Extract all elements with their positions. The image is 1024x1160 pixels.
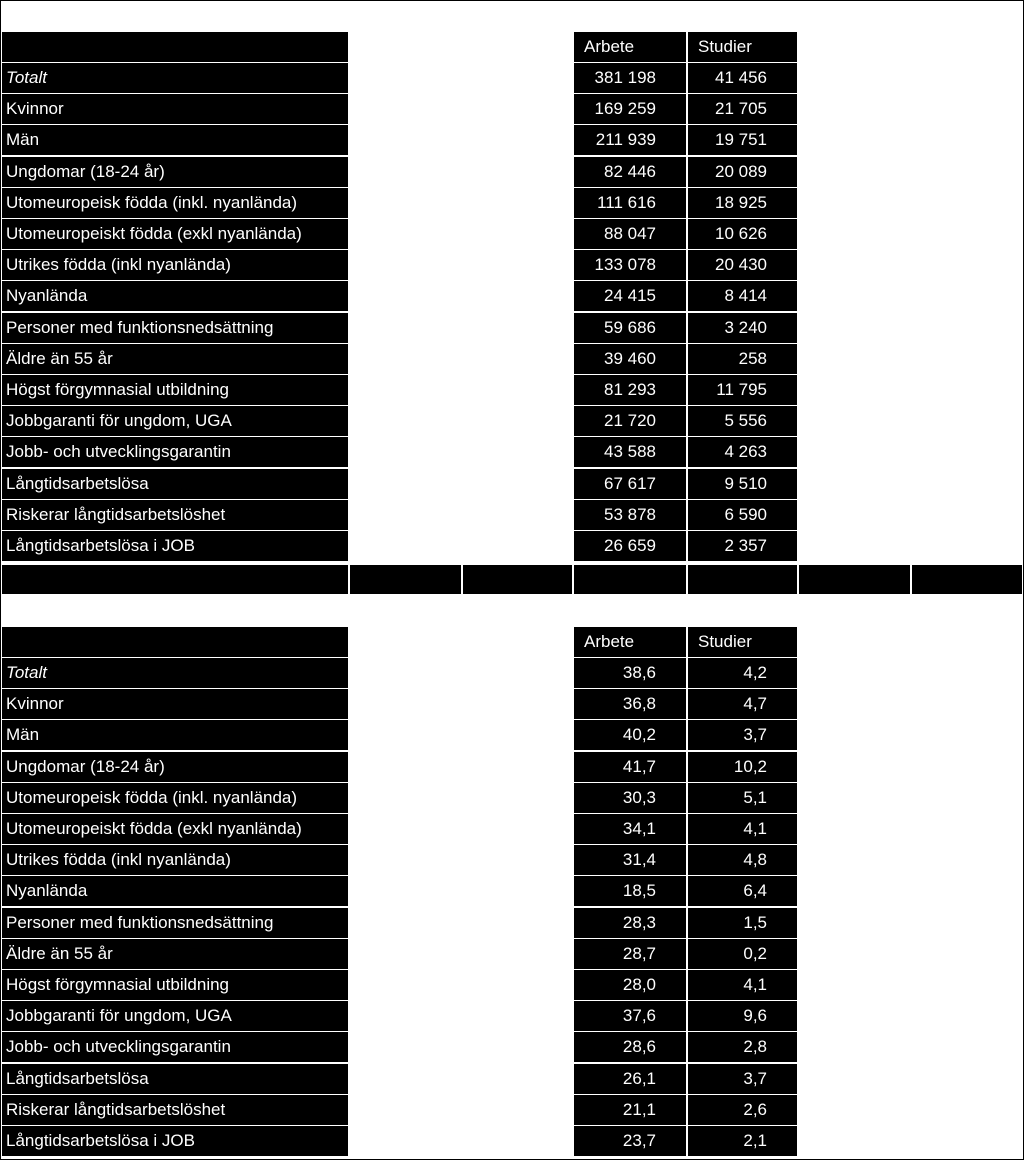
column-header-studier: Studier [688,32,797,62]
arbete-value: 36,8 [574,689,686,719]
row-label: Ungdomar (18-24 år) [2,752,348,782]
row-label: Jobbgaranti för ungdom, UGA [2,1001,348,1031]
row-label: Högst förgymnasial utbildning [2,970,348,1000]
column-header-arbete: Arbete [574,32,686,62]
arbete-value: 169 259 [574,94,686,124]
studier-value: 4,1 [688,814,797,844]
studier-value: 2 357 [688,531,797,561]
arbete-value: 21 720 [574,406,686,436]
arbete-value: 24 415 [574,281,686,311]
table-row [0,783,1024,814]
arbete-value: 88 047 [574,219,686,249]
table-row [0,375,1024,406]
column-header-studier: Studier [688,627,797,657]
table-row [0,531,1024,562]
row-label: Högst förgymnasial utbildning [2,375,348,405]
table-row [0,157,1024,188]
studier-value: 10 626 [688,219,797,249]
studier-value: 4,7 [688,689,797,719]
studier-value: 4,1 [688,970,797,1000]
row-label: Nyanlända [2,876,348,906]
table-row [0,250,1024,281]
arbete-value: 67 617 [574,469,686,499]
table-row [0,845,1024,876]
arbete-value: 18,5 [574,876,686,906]
arbete-value: 28,7 [574,939,686,969]
table-row [0,344,1024,375]
studier-value: 5 556 [688,406,797,436]
header-label-cell [2,627,348,657]
row-label: Män [2,125,348,155]
table-row [0,1095,1024,1126]
row-label: Långtidsarbetslösa i JOB [2,1126,348,1156]
arbete-value: 21,1 [574,1095,686,1125]
row-label: Män [2,720,348,750]
table-header-row [0,32,1024,63]
separator-segment [688,565,797,594]
arbete-value: 41,7 [574,752,686,782]
row-label: Utrikes födda (inkl nyanlända) [2,845,348,875]
table-row [0,1126,1024,1157]
arbete-value: 26 659 [574,531,686,561]
table-row [0,406,1024,437]
table-row [0,1064,1024,1095]
table-row [0,689,1024,720]
arbete-value: 111 616 [574,188,686,218]
table-row [0,281,1024,312]
arbete-value: 31,4 [574,845,686,875]
separator-segment [2,565,348,594]
row-label: Långtidsarbetslösa [2,469,348,499]
studier-value: 0,2 [688,939,797,969]
row-label: Jobbgaranti för ungdom, UGA [2,406,348,436]
table-row [0,908,1024,939]
table-row [0,313,1024,344]
arbete-value: 28,3 [574,908,686,938]
table-row [0,876,1024,907]
row-label: Personer med funktionsnedsättning [2,908,348,938]
separator-segment [912,565,1022,594]
header-label-cell [2,32,348,62]
studier-value: 3,7 [688,1064,797,1094]
studier-value: 2,6 [688,1095,797,1125]
separator-segment [463,565,572,594]
arbete-value: 30,3 [574,783,686,813]
row-label: Jobb- och utvecklingsgarantin [2,1032,348,1062]
row-label: Kvinnor [2,94,348,124]
table-row [0,1001,1024,1032]
table-row [0,188,1024,219]
arbete-value: 81 293 [574,375,686,405]
arbete-value: 34,1 [574,814,686,844]
arbete-value: 26,1 [574,1064,686,1094]
row-label: Riskerar långtidsarbetslöshet [2,1095,348,1125]
studier-value: 2,8 [688,1032,797,1062]
table-row [0,720,1024,751]
row-label: Långtidsarbetslösa [2,1064,348,1094]
arbete-value: 133 078 [574,250,686,280]
studier-value: 19 751 [688,125,797,155]
row-label: Utomeuropeisk födda (inkl. nyanlända) [2,188,348,218]
studier-value: 18 925 [688,188,797,218]
arbete-value: 59 686 [574,313,686,343]
row-label: Ungdomar (18-24 år) [2,157,348,187]
arbete-value: 40,2 [574,720,686,750]
studier-value: 6,4 [688,876,797,906]
row-label: Äldre än 55 år [2,344,348,374]
arbete-value: 381 198 [574,63,686,93]
studier-value: 21 705 [688,94,797,124]
studier-value: 3 240 [688,313,797,343]
row-label: Kvinnor [2,689,348,719]
row-label: Nyanlända [2,281,348,311]
row-label: Totalt [2,63,348,93]
arbete-value: 211 939 [574,125,686,155]
studier-value: 5,1 [688,783,797,813]
studier-value: 4,2 [688,658,797,688]
studier-value: 2,1 [688,1126,797,1156]
studier-value: 4,8 [688,845,797,875]
table-row [0,939,1024,970]
studier-value: 3,7 [688,720,797,750]
table-row [0,814,1024,845]
arbete-value: 43 588 [574,437,686,467]
studier-value: 258 [688,344,797,374]
arbete-value: 23,7 [574,1126,686,1156]
table-header-row [0,627,1024,658]
separator-segment [350,565,461,594]
row-label: Utrikes födda (inkl nyanlända) [2,250,348,280]
studier-value: 10,2 [688,752,797,782]
arbete-value: 28,6 [574,1032,686,1062]
studier-value: 9,6 [688,1001,797,1031]
row-label: Utomeuropeiskt födda (exkl nyanlända) [2,219,348,249]
studier-value: 41 456 [688,63,797,93]
arbete-value: 28,0 [574,970,686,1000]
row-label: Utomeuropeiskt födda (exkl nyanlända) [2,814,348,844]
studier-value: 4 263 [688,437,797,467]
studier-value: 8 414 [688,281,797,311]
row-label: Riskerar långtidsarbetslöshet [2,500,348,530]
table-row [0,437,1024,468]
studier-value: 1,5 [688,908,797,938]
row-label: Jobb- och utvecklingsgarantin [2,437,348,467]
row-label: Totalt [2,658,348,688]
column-header-arbete: Arbete [574,627,686,657]
table-row [0,469,1024,500]
table-row [0,752,1024,783]
arbete-value: 38,6 [574,658,686,688]
studier-value: 20 430 [688,250,797,280]
table-row [0,125,1024,156]
row-label: Personer med funktionsnedsättning [2,313,348,343]
studier-value: 11 795 [688,375,797,405]
row-label: Äldre än 55 år [2,939,348,969]
separator-segment [574,565,686,594]
arbete-value: 37,6 [574,1001,686,1031]
table-row [0,658,1024,689]
table-row [0,219,1024,250]
table-row [0,970,1024,1001]
table-row [0,1032,1024,1063]
table-row [0,500,1024,531]
separator-segment [799,565,910,594]
arbete-value: 82 446 [574,157,686,187]
row-label: Utomeuropeisk födda (inkl. nyanlända) [2,783,348,813]
studier-value: 6 590 [688,500,797,530]
studier-value: 20 089 [688,157,797,187]
arbete-value: 39 460 [574,344,686,374]
arbete-value: 53 878 [574,500,686,530]
table-row [0,63,1024,94]
row-label: Långtidsarbetslösa i JOB [2,531,348,561]
studier-value: 9 510 [688,469,797,499]
table-row [0,94,1024,125]
